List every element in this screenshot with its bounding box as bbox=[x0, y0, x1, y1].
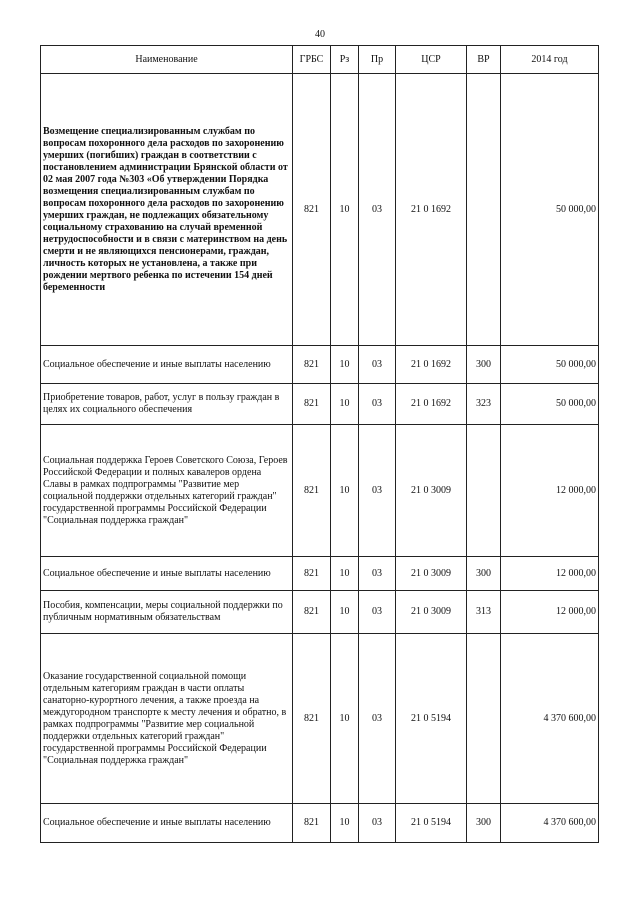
row-grbs: 821 bbox=[293, 804, 331, 843]
row-vr: 323 bbox=[467, 384, 501, 425]
row-vr: 300 bbox=[467, 346, 501, 384]
row-rz: 10 bbox=[331, 591, 359, 634]
table-row bbox=[41, 804, 599, 843]
row-grbs: 821 bbox=[293, 634, 331, 804]
row-csr: 21 0 3009 bbox=[396, 557, 467, 591]
row-name: Приобретение товаров, работ, услуг в пользу граждан в целях их социального обеспечения bbox=[41, 384, 293, 425]
row-name: Пособия, компенсации, меры социальной поддержки по публичным нормативным обязательствам bbox=[41, 591, 293, 634]
row-amount: 12 000,00 bbox=[501, 557, 599, 591]
row-amount: 12 000,00 bbox=[501, 425, 599, 557]
row-rz: 10 bbox=[331, 557, 359, 591]
table-row bbox=[41, 346, 599, 384]
table-row bbox=[41, 557, 599, 591]
row-pr: 03 bbox=[359, 384, 396, 425]
row-rz: 10 bbox=[331, 425, 359, 557]
table-row bbox=[41, 634, 599, 804]
row-vr bbox=[467, 425, 501, 557]
row-csr: 21 0 1692 bbox=[396, 384, 467, 425]
header-year: 2014 год bbox=[501, 46, 599, 74]
budget-table bbox=[40, 45, 599, 843]
header-rz: Рз bbox=[331, 46, 359, 74]
row-grbs: 821 bbox=[293, 384, 331, 425]
row-pr: 03 bbox=[359, 346, 396, 384]
row-amount: 4 370 600,00 bbox=[501, 804, 599, 843]
row-csr: 21 0 3009 bbox=[396, 425, 467, 557]
row-amount: 50 000,00 bbox=[501, 74, 599, 346]
row-amount: 4 370 600,00 bbox=[501, 634, 599, 804]
row-pr: 03 bbox=[359, 634, 396, 804]
row-name: Социальное обеспечение и иные выплаты населению bbox=[41, 346, 293, 384]
row-name: Социальная поддержка Героев Советского Союза, Героев Российской Федерации и полных кавалеров ордена Славы в рамках подпрограммы "Развитие мер социальной поддержки отдельных категорий граждан" государственной программы Российской Федерации "Социальная поддержка граждан" bbox=[41, 425, 293, 557]
row-name: Оказание государственной социальной помощи отдельным категориям граждан в части оплаты санаторно-курортного лечения, а также проезда на междугородном транспорте к месту лечения и обратно, в рамках подпрограммы "Развитие мер социальной поддержки отдельных категорий граждан" государственной программы Российской Федерации "Социальная поддержка граждан" bbox=[41, 634, 293, 804]
row-vr: 300 bbox=[467, 557, 501, 591]
header-grbs: ГРБС bbox=[293, 46, 331, 74]
header-csr: ЦСР bbox=[396, 46, 467, 74]
row-vr bbox=[467, 74, 501, 346]
row-pr: 03 bbox=[359, 557, 396, 591]
header-name: Наименование bbox=[41, 46, 293, 74]
row-vr bbox=[467, 634, 501, 804]
row-name: Возмещение специализированным службам по вопросам похоронного дела расходов по захоронению умерших (погибших) граждан в соответствии с постановлением администрации Брянской области от 02 мая 2007 года №303 «Об утверждении Порядка возмещения специализированным службам по вопросам похоронного дела расходов по захоронению умерших граждан, не подлежащих обязательному социальному страхованию на случай временной нетрудоспособности и в связи с материнством на день смерти и не являющихся пенсионерами, граждан, личность которых не установлена, а также при рождении мертвого ребенка по истечении 154 дней беременности bbox=[41, 74, 293, 346]
page-number: 40 bbox=[315, 29, 325, 40]
row-pr: 03 bbox=[359, 804, 396, 843]
row-amount: 50 000,00 bbox=[501, 346, 599, 384]
table-row bbox=[41, 591, 599, 634]
header-pr: Пр bbox=[359, 46, 396, 74]
table-row bbox=[41, 384, 599, 425]
row-pr: 03 bbox=[359, 74, 396, 346]
row-grbs: 821 bbox=[293, 557, 331, 591]
row-csr: 21 0 5194 bbox=[396, 804, 467, 843]
row-grbs: 821 bbox=[293, 425, 331, 557]
row-rz: 10 bbox=[331, 804, 359, 843]
row-rz: 10 bbox=[331, 346, 359, 384]
header-vr: ВР bbox=[467, 46, 501, 74]
row-pr: 03 bbox=[359, 591, 396, 634]
row-name: Социальное обеспечение и иные выплаты населению bbox=[41, 557, 293, 591]
row-rz: 10 bbox=[331, 384, 359, 425]
row-csr: 21 0 1692 bbox=[396, 74, 467, 346]
row-rz: 10 bbox=[331, 74, 359, 346]
row-vr: 300 bbox=[467, 804, 501, 843]
table-header-row bbox=[41, 46, 599, 74]
row-vr: 313 bbox=[467, 591, 501, 634]
row-grbs: 821 bbox=[293, 591, 331, 634]
row-csr: 21 0 1692 bbox=[396, 346, 467, 384]
table-row bbox=[41, 425, 599, 557]
row-pr: 03 bbox=[359, 425, 396, 557]
table-row bbox=[41, 74, 599, 346]
row-csr: 21 0 3009 bbox=[396, 591, 467, 634]
row-name: Социальное обеспечение и иные выплаты населению bbox=[41, 804, 293, 843]
row-grbs: 821 bbox=[293, 346, 331, 384]
row-csr: 21 0 5194 bbox=[396, 634, 467, 804]
row-amount: 12 000,00 bbox=[501, 591, 599, 634]
row-grbs: 821 bbox=[293, 74, 331, 346]
row-rz: 10 bbox=[331, 634, 359, 804]
row-amount: 50 000,00 bbox=[501, 384, 599, 425]
